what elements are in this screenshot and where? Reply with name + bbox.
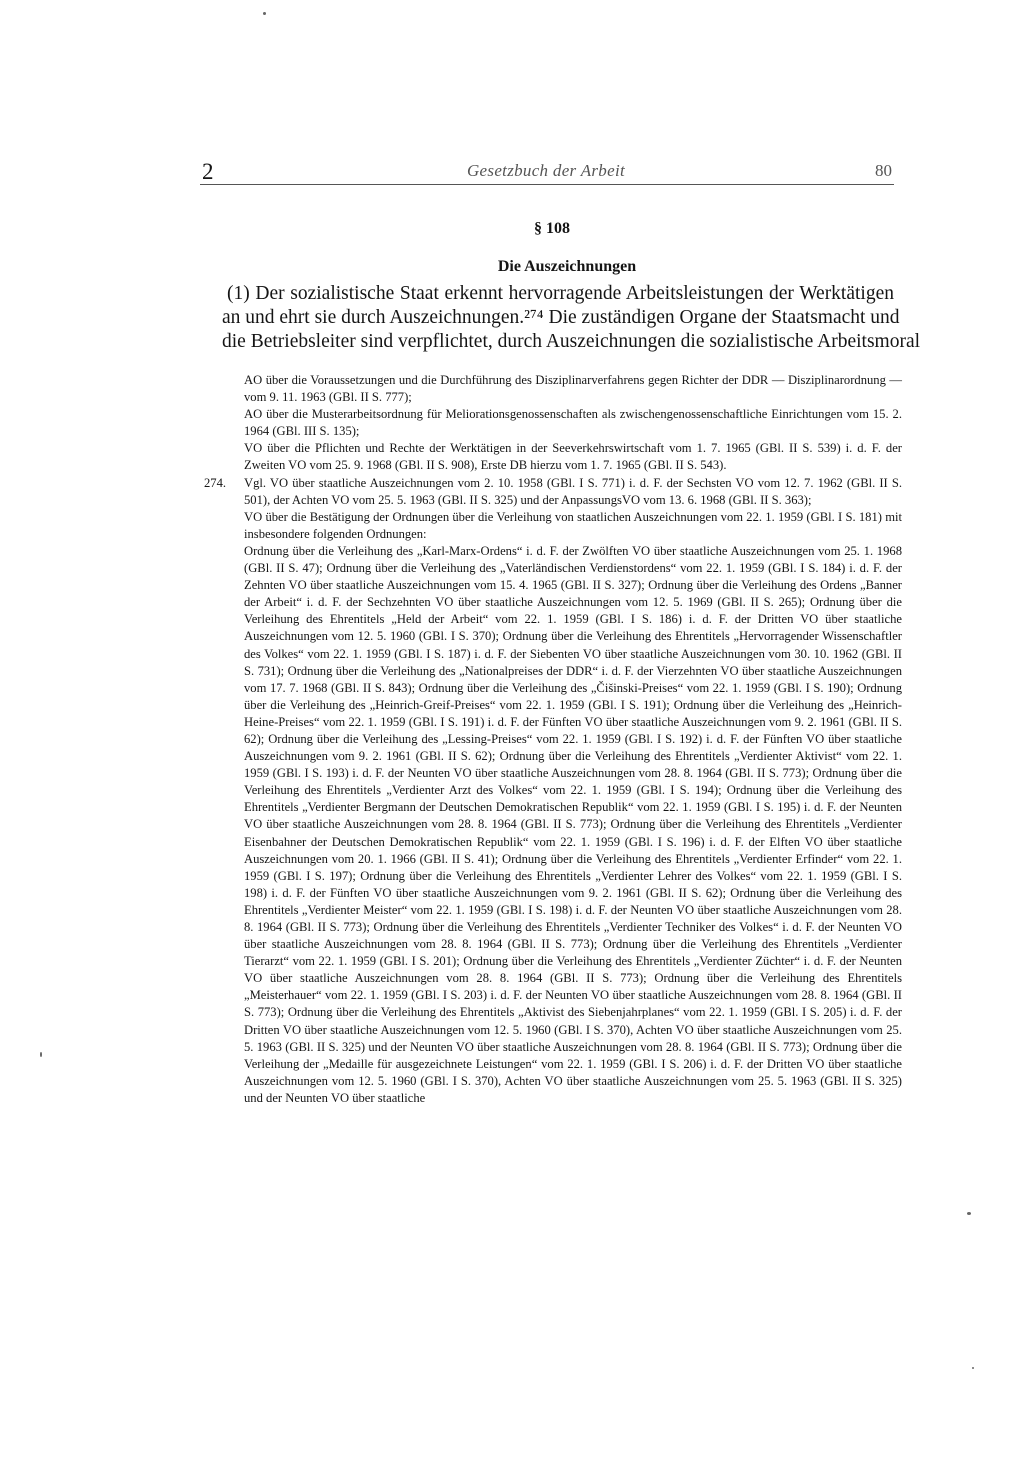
footnotes [204, 372, 902, 1107]
header-left-number: 2 [202, 159, 214, 184]
scan-speck [40, 1052, 42, 1057]
header-page-number: 80 [875, 161, 892, 180]
header-running-title: Gesetzbuch der Arbeit [466, 161, 625, 180]
running-header [196, 159, 896, 183]
section-symbol: § 108 [534, 220, 570, 237]
footnote-text: AO über die Voraussetzungen und die Durchführung des Disziplinarverfahrens gegen Richter der DDR — Disziplinarordnung — vom 9. 11. 1963 (GBl. II S. 777); [244, 373, 902, 405]
footnote-text: Ordnung über die Verleihung des „Karl-Marx-Ordens“ i. d. F. der Zwölften VO über staatliche Auszeichnungen vom 25. 1. 1968 (GBl. II S. 47); Ordnung über die Verleihung des „Vaterländischen Verdienstordens“ vom 22. 1. 1959 (GBl. I S. 184) i. d. F. der Zehnten VO über staatliche Auszeichnungen vom 15. 4. 1965 (GBl. II S. 327); Ordnung über die Verleihung des Ordens „Banner der Arbeit“ i. d. F. der Sechzehnten VO über staatliche Auszeichnungen vom 12. 5. 1969 (GBl. II S. 265); Ordnung über die Verleihung des Ehrentitels „Held der Arbeit“ vom 22. 1. 1959 (GBl. I S. 186) i. d. F. der Dritten VO über staatliche Auszeichnungen vom 12. 5. 1960 (GBl. I S. 370); Ordnung über die Verleihung des Ehrentitels „Hervorragender Wissenschaftler des Volkes“ vom 22. 1. 1959 (GBl. I S. 187) i. d. F. der Siebenten VO über staatliche Auszeichnungen vom 30. 10. 1962 (GBl. II S. 731); Ordnung über die Verleihung des „Nationalpreises der DDR“ i. d. F. der Vierzehnten VO über staatliche Auszeichnungen vom 17. 7. 1968 (GBl. II S. 843); Ordnung über die Verleihung des „Čišinski-Preises“ vom 22. 1. 1959 (GBl. I S. 190); Ordnung über die Verleihung des „Heinrich-Greif-Preises“ vom 22. 1. 1959 (GBl. I S. 191); Ordnung über die Verleihung des „Heinrich-Heine-Preises“ vom 22. 1. 1959 (GBl. I S. 191) i. d. F. der Fünften VO über staatliche Auszeichnungen vom 9. 2. 1961 (GBl. II S. 62); Ordnung über die Verleihung des „Lessing-Preises“ vom 22. 1. 1959 (GBl. I S. 192) i. d. F. der Fünften VO über staatliche Auszeichnungen vom 9. 2. 1961 (GBl. II S. 62); Ordnung über die Verleihung des Ehrentitels „Verdienter Aktivist“ vom 22. 1. 1959 (GBl. I S. 193) i. d. F. der Neunten VO über staatliche Auszeichnungen vom 28. 8. 1964 (GBl. II S. 773); Ordnung über die Verleihung des Ehrentitels „Verdienter Arzt des Volkes“ vom 22. 1. 1959 (GBl. I S. 194); Ordnung über die Verleihung des Ehrentitels „Verdienter Bergmann der Deutschen Demokratischen Republik“ vom 22. 1. 1959 (GBl. I S. 195) i. d. F. der Neunten VO über staatliche Auszeichnungen vom 28. 8. 1964 (GBl. II S. 773); Ordnung über die Verleihung des Ehrentitels „Verdienter Eisenbahner der Deutschen Demokratischen Republik“ vom 22. 1. 1959 (GBl. I S. 196) i. d. F. der Elften VO über staatliche Auszeichnungen vom 20. 1. 1966 (GBl. II S. 41); Ordnung über die Verleihung des Ehrentitels „Verdienter Erfinder“ vom 22. 1. 1959 (GBl. I S. 197); Ordnung über die Verleihung des Ehrentitels „Verdienter Lehrer des Volkes“ vom 22. 1. 1959 (GBl. I S. 198) i. d. F. der Fünften VO über staatliche Auszeichnungen vom 9. 2. 1961 (GBl. II S. 62); Ordnung über die Verleihung des Ehrentitels „Verdienter Meister“ vom 22. 1. 1959 (GBl. I S. 198) i. d. F. der Neunten VO über staatliche Auszeichnungen vom 28. 8. 1964 (GBl. II S. 773); Ordnung über die Verleihung des Ehrentitels „Verdienter Techniker des Volkes“ i. d. F. der Neunten VO über staatliche Auszeichnungen vom 28. 8. 1964 (GBl. II S. 773); Ordnung über die Verleihung des Ehrentitels „Verdienter Tierarzt“ vom 22. 1. 1959 (GBl. I S. 201); Ordnung über die Verleihung des Ehrentitels „Verdienter Züchter“ i. d. F. der Neunten VO über staatliche Auszeichnungen vom 28. 8. 1964 (GBl. II S. 773); Ordnung über die Verleihung des Ehrentitels „Meisterhauer“ vom 22. 1. 1959 (GBl. I S. 203) i. d. F. der Neunten VO über staatliche Auszeichnungen vom 28. 8. 1964 (GBl. II S. 773); Ordnung über die Verleihung des Ehrentitels „Aktivist des Siebenjahrplanes“ vom 22. 1. 1959 (GBl. I S. 205) i. d. F. der Dritten VO über staatliche Auszeichnungen vom 12. 5. 1960 (GBl. I S. 370), Achten VO über staatliche Auszeichnungen vom 25. 5. 1963 (GBl. II S. 325) und der Neunten VO über staatliche Auszeichnungen vom 28. 8. 1964 (GBl. II S. 773); Ordnung über die Verleihung der „Medaille für ausgezeichnete Leistungen“ vom 22. 1. 1959 (GBl. I S. 206) i. d. F. der Dritten VO über staatliche Auszeichnungen vom 12. 5. 1960 (GBl. I S. 370), Achten VO über staatliche Auszeichnungen vom 25. 5. 1963 (GBl. II S. 325) und der Neunten VO über staatliche [244, 543, 902, 1105]
footnote-continued [222, 372, 902, 475]
footnote-marker: 274. [204, 475, 227, 490]
footnote-text: VO über die Bestätigung der Ordnungen über die Verleihung von staatlichen Auszeichnungen vom 22. 1. 1959 (GBl. I S. 181) mit insbesondere folgenden Ordnungen: [244, 509, 902, 541]
body-line: an und ehrt sie durch Auszeichnungen.²⁷⁴ Die zuständigen Organe der Staatsmacht und [222, 307, 900, 328]
footnote-text: AO über die Musterarbeitsordnung für Meliorationsgenossenschaften als zwischengenossenschaftliche Einrichtungen vom 15. 2. 1964 (GBl. III S. 135); [244, 407, 902, 439]
footnote-text: Vgl. VO über staatliche Auszeichnungen vom 2. 10. 1958 (GBl. I S. 771) i. d. F. der Sechsten VO vom 12. 7. 1962 (GBl. II S. 501), der Achten VO vom 25. 5. 1963 (GBl. II S. 325) und der AnpassungsVO vom 13. 6. 1968 (GBl. II S. 363); [244, 475, 902, 507]
body-line: die Betriebsleiter sind verpflichtet, durch Auszeichnungen die sozialistische Arbeitsmoral [222, 331, 921, 352]
footnote-text: VO über die Pflichten und Rechte der Werktätigen in der Seeverkehrswirtschaft vom 1. 7. 1965 (GBl. II S. 539) i. d. F. der Zweiten VO vom 25. 9. 1968 (GBl. II S. 908), Erste DB hierzu vom 1. 7. 1965 (GBl. II S. 543). [244, 441, 902, 473]
header-rule [200, 184, 894, 185]
body-paragraph [222, 282, 921, 354]
scan-speck [967, 1212, 971, 1215]
footnote-274 [204, 475, 902, 1107]
body-line: (1) Der sozialistische Staat erkennt hervorragende Arbeitsleistungen der Werktätigen [227, 283, 894, 304]
scan-speck [972, 1367, 974, 1369]
section-title: Die Auszeichnungen [497, 258, 637, 275]
scan-speck [263, 12, 266, 15]
